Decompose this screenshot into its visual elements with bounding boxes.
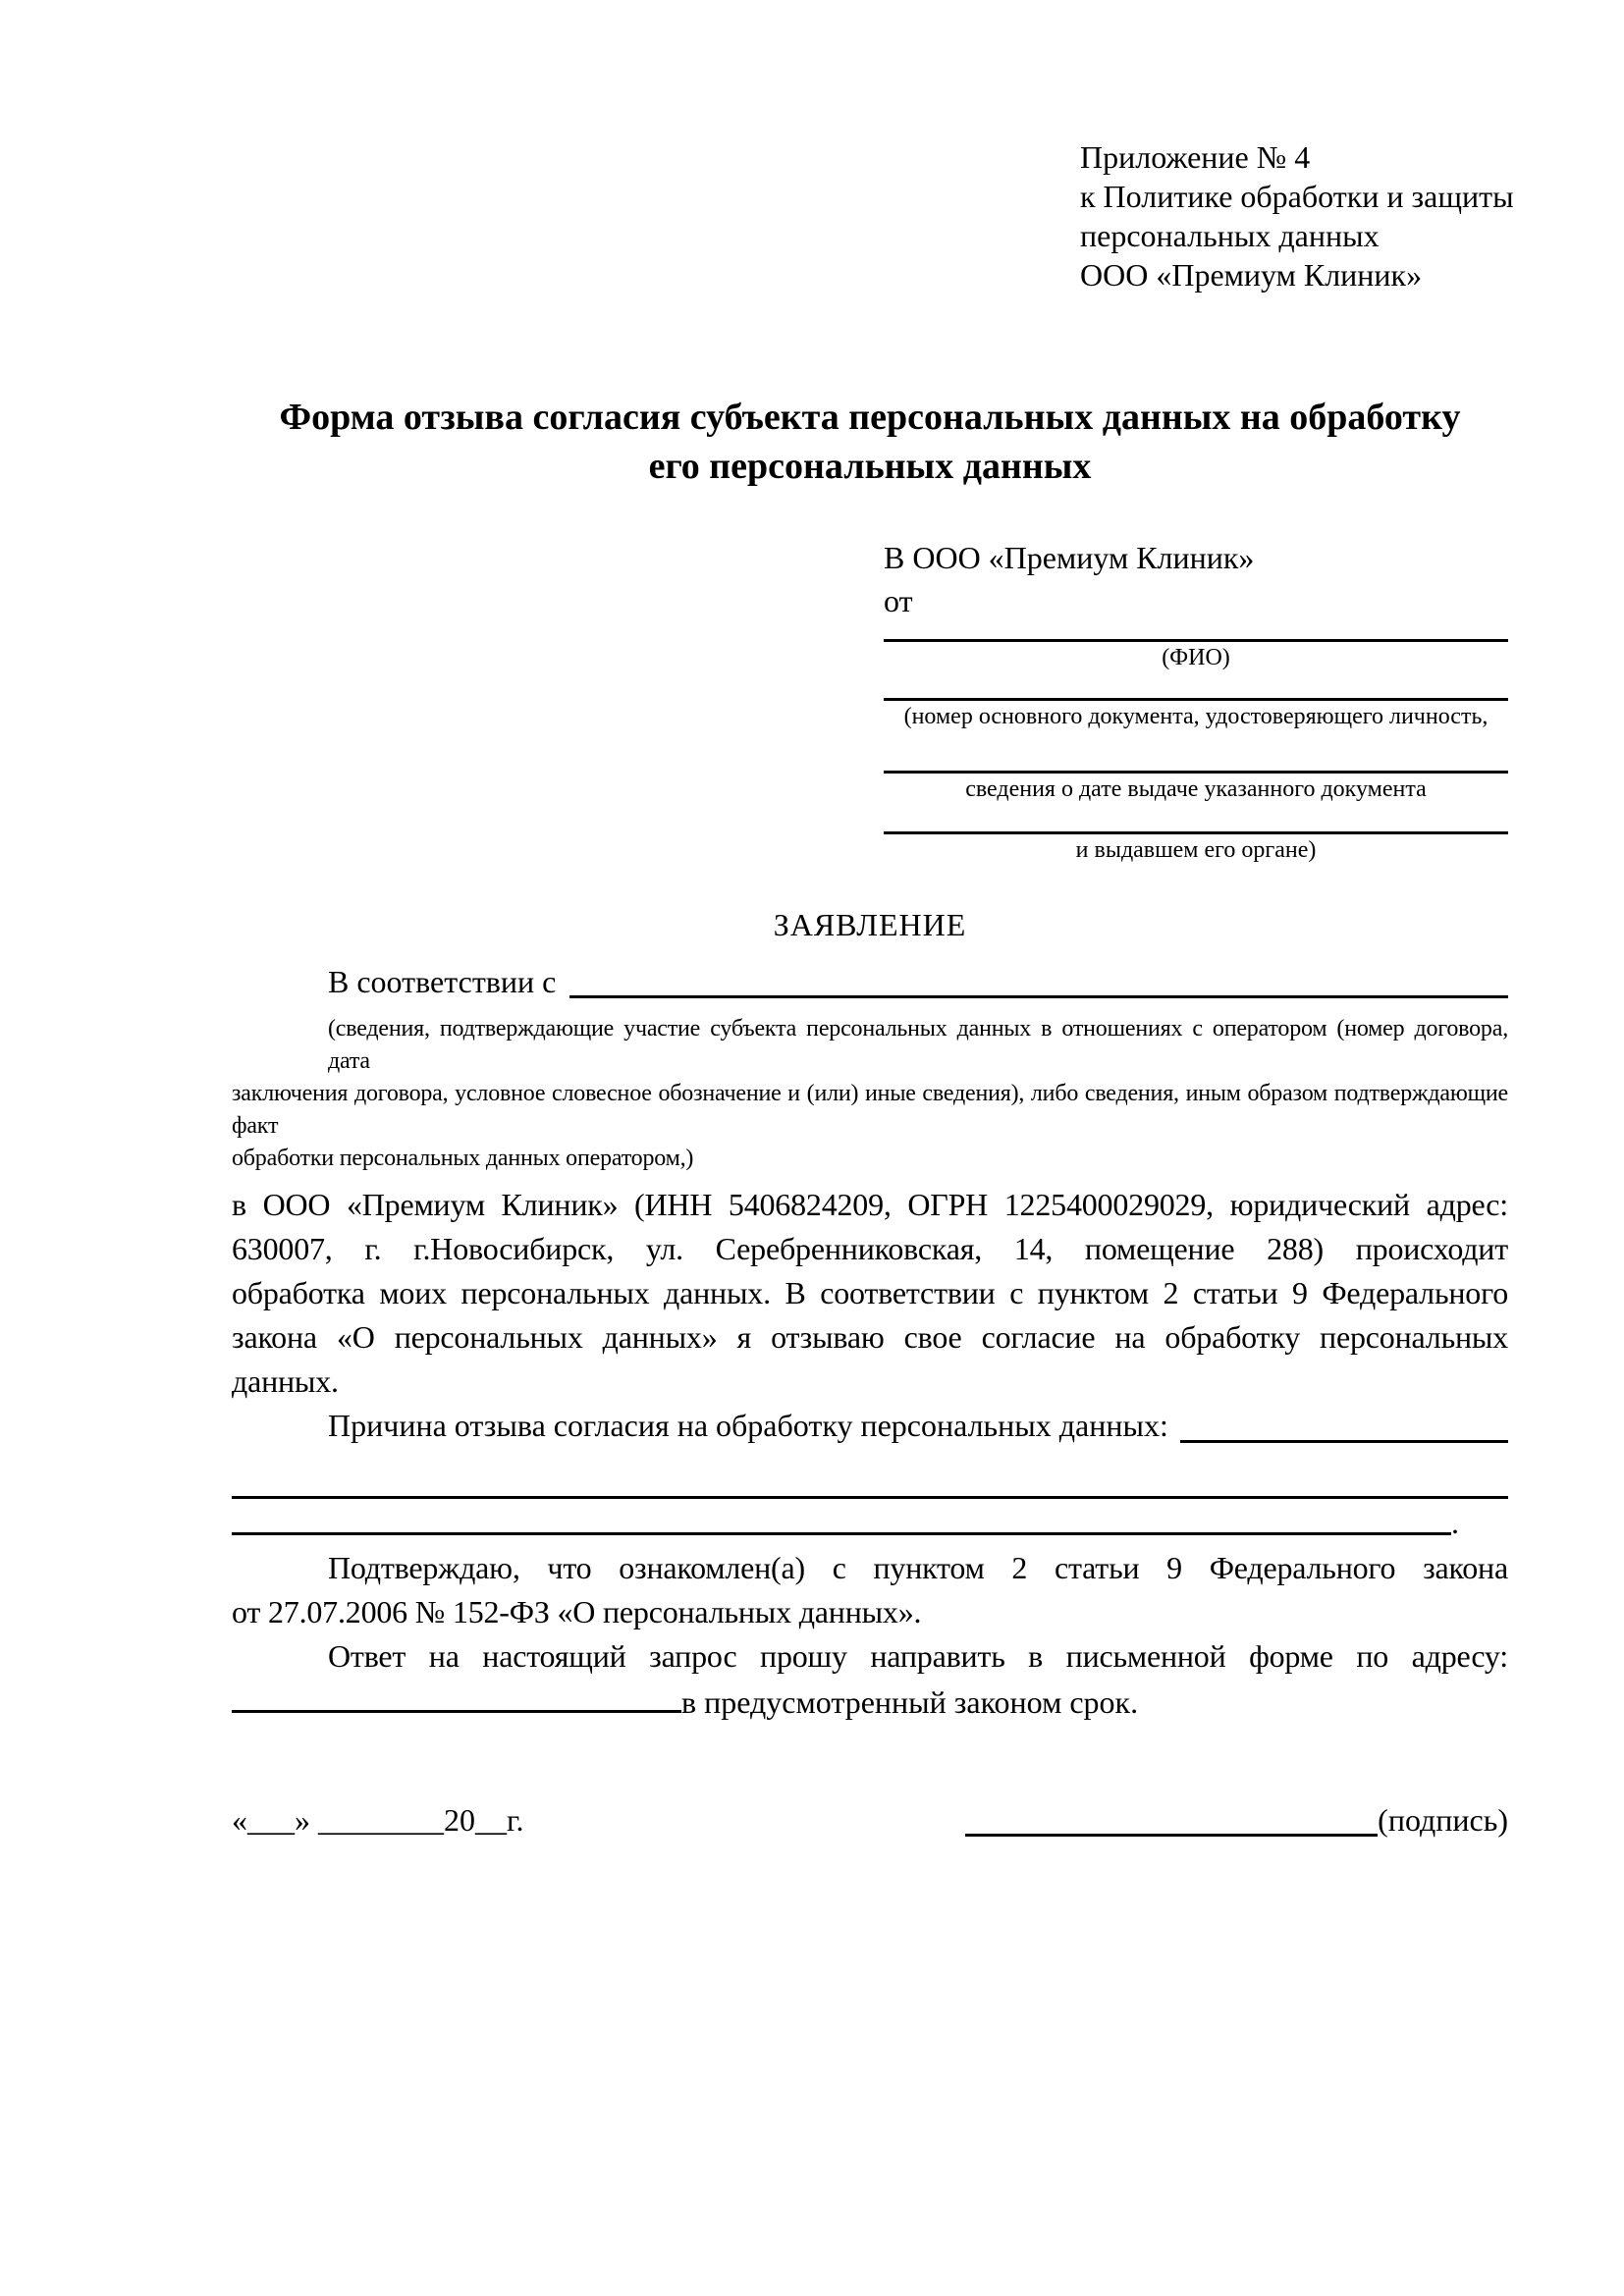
note-line: заключения договора, условное словесное обозначение и (или) иные сведения), либо сведения, иным образом подтверждающие факт [232,1081,1508,1139]
document-number-caption: (номер основного документа, удостоверяющего личность, [903,704,1489,729]
document-title-line1: Форма отзыва согласия субъекта персональных данных на обработку [279,397,1461,438]
issuing-authority-blank-line [884,805,1508,834]
reason-row [232,1404,1508,1448]
main-paragraph-line: 630007, г. г.Новосибирск, ул. Серебренниковская, 14, помещение 288) происходит [232,1231,1508,1266]
in-accordance-blank-line [569,995,1508,998]
appendix-header-line: Приложение № 4 [1080,139,1311,175]
field-document-number [884,673,1508,732]
appendix-header-line: ООО «Премиум Клиник» [1080,257,1423,293]
appendix-header-line: персональных данных [1080,218,1380,253]
statement-heading: ЗАЯВЛЕНИЕ [773,907,967,942]
response-suffix: в предусмотренный законом срок. [681,1684,1139,1720]
fio-caption: (ФИО) [1162,645,1230,670]
main-paragraph [232,1183,1508,1404]
small-print-note [232,1013,1508,1175]
signature-caption: (подпись) [1378,1802,1508,1838]
in-accordance-label: В соответствии с [328,964,557,999]
trailing-period: . [1451,1505,1459,1540]
addressee-to: В ООО «Премиум Клиник» [884,540,1255,575]
response-request-line: Ответ на настоящий запрос прошу направить в письменной форме по адресу: [328,1638,1508,1674]
main-paragraph-line: данных. [232,1363,339,1399]
issue-date-blank-line [884,732,1508,774]
main-paragraph-line: обработка моих персональных данных. В соответствии с пунктом 2 статьи 9 Федерального [232,1275,1508,1310]
field-issue-date [884,732,1508,805]
reason-blank-line-2 [232,1448,1508,1499]
issue-date-caption: сведения о дате выдаче указанного документа [965,776,1427,802]
field-fio [884,622,1508,673]
reason-blank-line-3-rule [232,1532,1451,1535]
date-blank: «___» ________20__г. [232,1802,524,1838]
confirmation-line2: от 27.07.2006 № 152-ФЗ «О персональных данных». [232,1594,922,1629]
addressee-block [884,536,1508,866]
address-blank-line [232,1710,681,1713]
appendix-header [1080,137,1512,294]
signature-area [965,1798,1508,1842]
reason-blank-line [1180,1440,1508,1443]
addressee-from: от [884,583,913,618]
date-signature-row [232,1798,1508,1842]
response-address-row [232,1679,1508,1726]
document-title-line2: его персональных данных [648,446,1092,487]
appendix-header-line: к Политике обработки и защиты [1080,179,1514,214]
fio-blank-line [884,622,1508,642]
field-issuing-authority [884,805,1508,866]
content-column [232,137,1514,1842]
document-title [232,393,1508,491]
reason-label: Причина отзыва согласия на обработку персональных данных: [328,1408,1168,1443]
main-paragraph-line: закона «О персональных данных» я отзываю свое согласие на обработку персональных [232,1319,1508,1355]
confirmation-line1: Подтверждаю, что ознакомлен(а) с пунктом 2 статьи 9 Федерального закона [328,1550,1508,1585]
main-paragraph-line: в ООО «Премиум Клиник» (ИНН 5406824209, ОГРН 1225400029029, юридический адрес: [232,1187,1508,1222]
in-accordance-row [232,960,1508,1003]
reason-blank-line-3 [232,1499,1508,1540]
issuing-authority-caption: и выдавшем его органе) [1075,837,1317,863]
signature-blank-line [965,1834,1378,1837]
note-line: (сведения, подтверждающие участие субъекта персональных данных в отношениях с оператором (номер договора, дата [328,1016,1508,1074]
note-line: обработки персональных данных оператором,) [232,1146,694,1171]
confirmation-paragraph [232,1546,1508,1634]
document-number-blank-line [884,673,1508,701]
